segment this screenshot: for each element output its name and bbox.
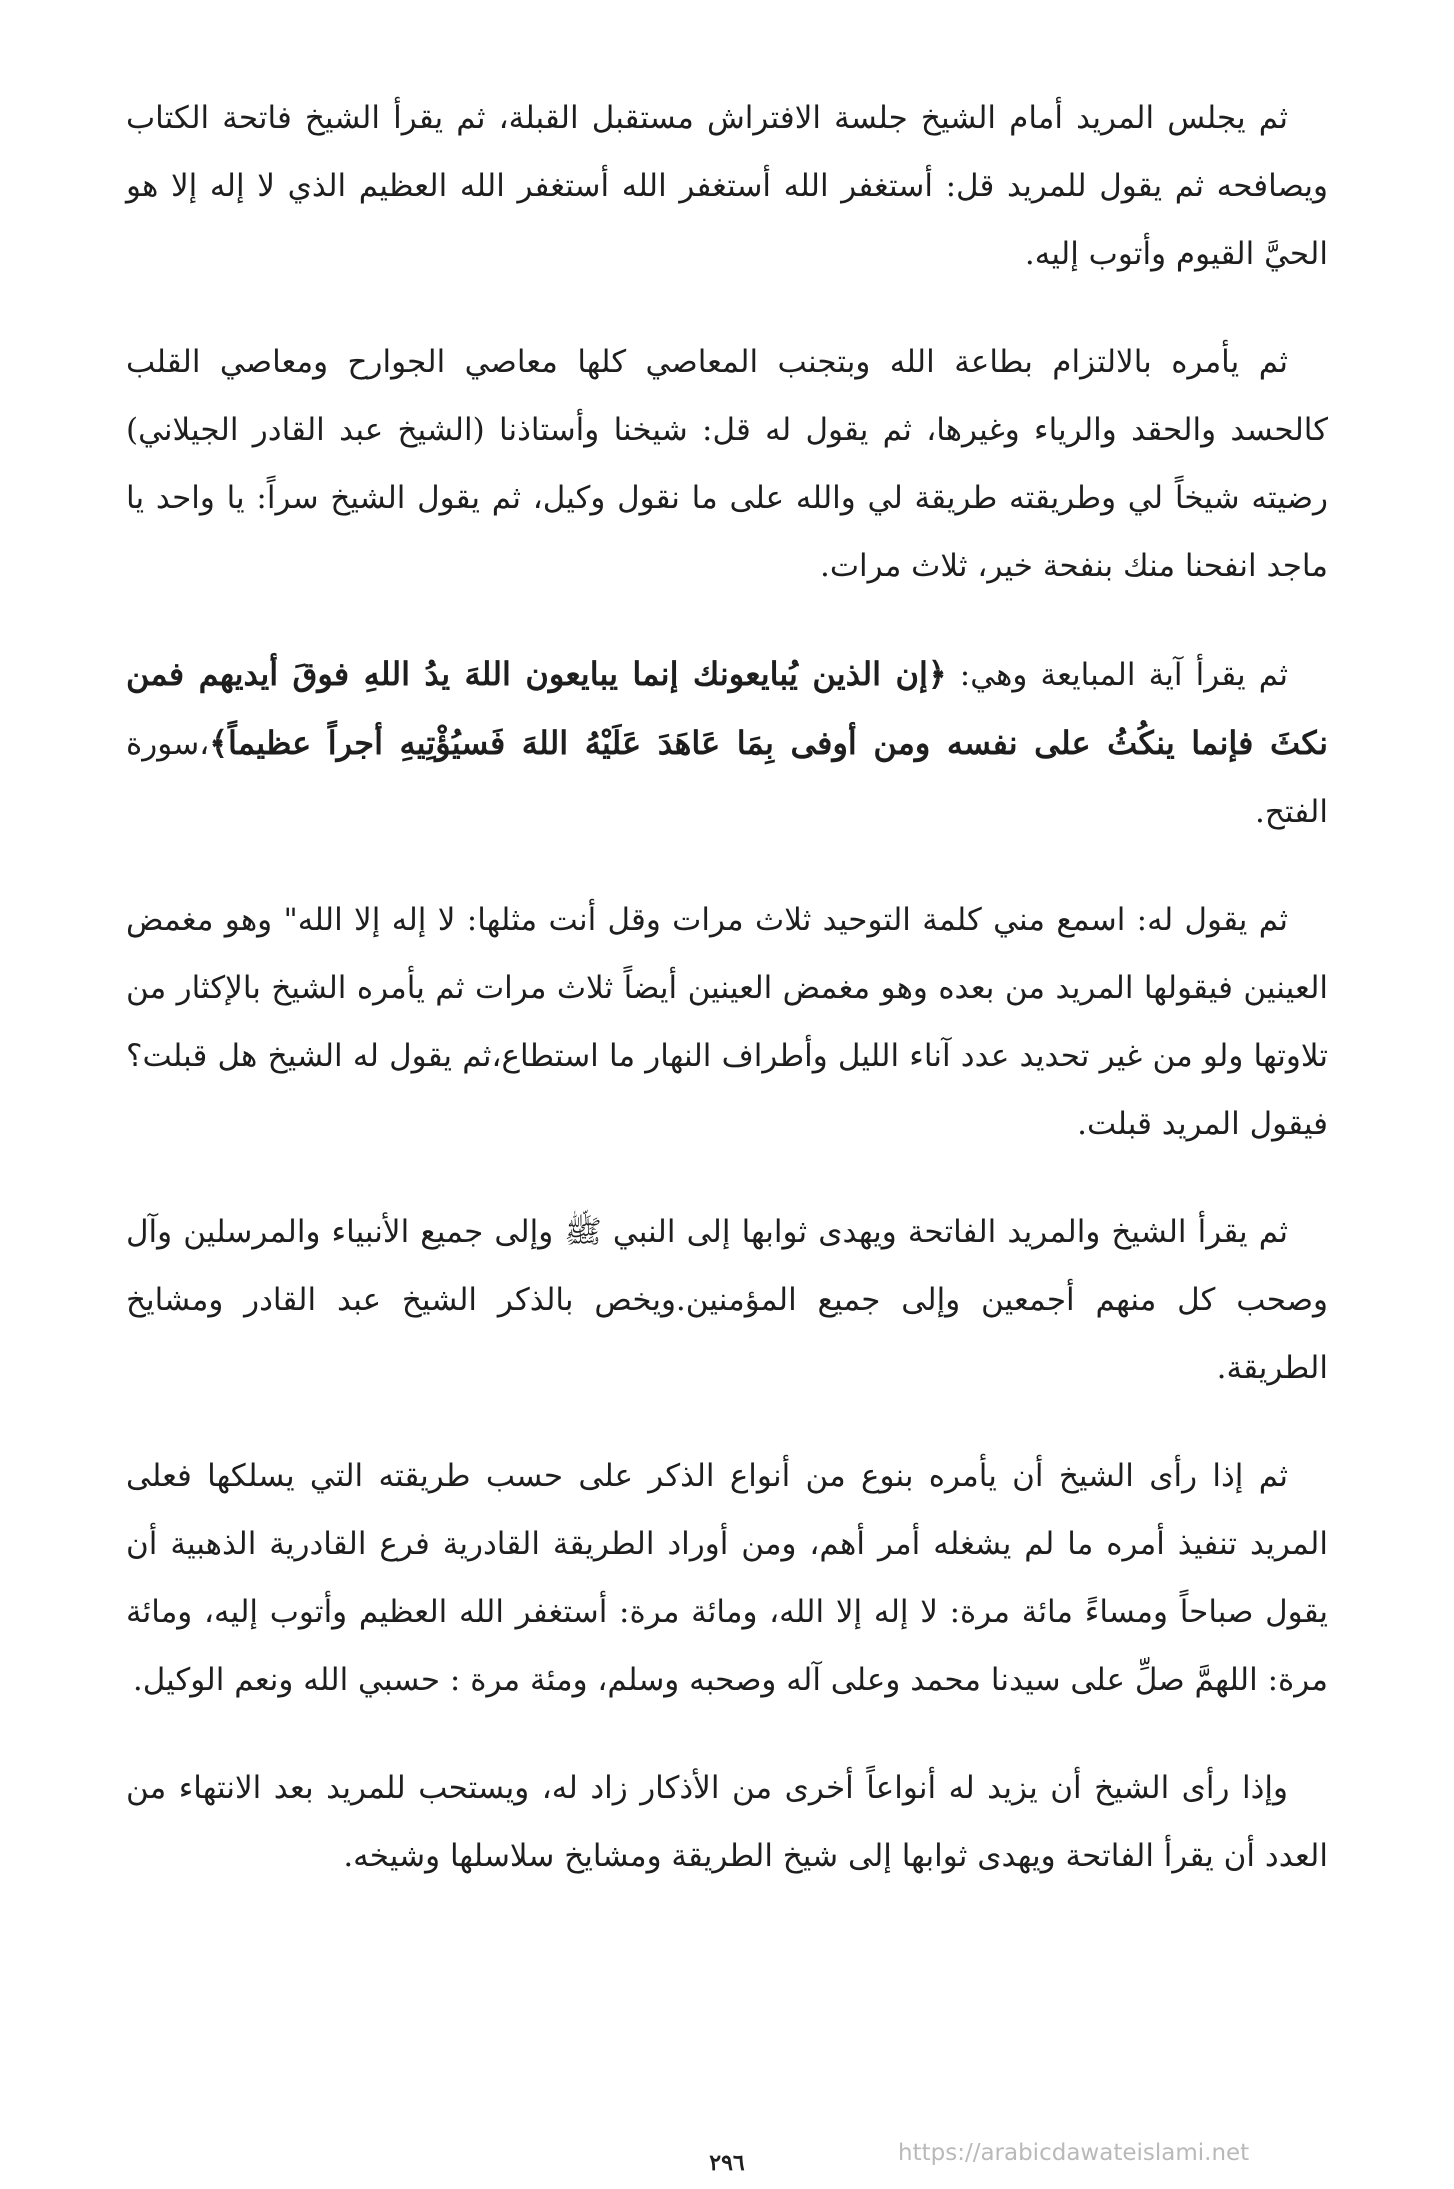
paragraph-1: ثم يجلس المريد أمام الشيخ جلسة الافتراش مستقبل القبلة، ثم يقرأ الشيخ فاتحة الكتاب ويصافحه ثم يقول للمريد قل: أستغفر الله أستغفر الله أستغفر الله العظيم الذي لا إله إلا هو الحيَّ القيوم وأتوب إليه. [126, 100, 1328, 272]
paragraph-6: ثم إذا رأى الشيخ أن يأمره بنوع من أنواع الذكر على حسب طريقته التي يسلكها فعلى المريد تنفيذ أمره ما لم يشغله أمر أهم، ومن أوراد الطريقة القادرية فرع القادرية الذهبية أن يقول صباحاً ومساءً مائة مرة: لا إله إلا الله، ومائة مرة: أستغفر الله العظيم وأتوب إليه، ومائة مرة: اللهمَّ صلِّ على سيدنا محمد وعلى آله وصحبه وسلم، ومئة مرة : حسبي الله ونعم الوكيل. [126, 1458, 1328, 1698]
watermark-url: https://arabicdawateislami.net [898, 2140, 1250, 2166]
paragraph-4: ثم يقول له: اسمع مني كلمة التوحيد ثلاث مرات وقل أنت مثلها: لا إله إلا الله" وهو مغمض العينين فيقولها المريد من بعده وهو مغمض العينين أيضاً ثلاث مرات ثم يأمره الشيخ بالإكثار من تلاوتها ولو من غير تحديد عدد آناء الليل وأطراف النهار ما استطاع،ثم يقول له الشيخ هل قبلت؟ فيقول المريد قبلت. [126, 902, 1328, 1142]
paragraph-3-verse [126, 640, 1328, 846]
verse-intro: ثم يقرأ آية المبايعة وهي: [946, 657, 1288, 693]
paragraph-5: ثم يقرأ الشيخ والمريد الفاتحة ويهدى ثوابها إلى النبي ﷺ وإلى جميع الأنبياء والمرسلين وآل وصحب كل منهم أجمعين وإلى جميع المؤمنين.ويخص بالذكر الشيخ عبد القادر ومشايخ الطريقة. [126, 1214, 1328, 1386]
verse-source: ،سورة الفتح. [126, 726, 1328, 830]
paragraph-2: ثم يأمره بالالتزام بطاعة الله وبتجنب المعاصي كلها معاصي الجوارح ومعاصي القلب كالحسد والحقد والرياء وغيرها، ثم يقول له قل: شيخنا وأستاذنا (الشيخ عبد القادر الجيلاني) رضيته شيخاً لي وطريقته طريقة لي والله على ما نقول وكيل، ثم يقول الشيخ سراً: يا واحد يا ماجد انفحنا منك بنفحة خير، ثلاث مرات. [126, 344, 1328, 584]
paragraph-7: وإذا رأى الشيخ أن يزيد له أنواعاً أخرى من الأذكار زاد له، ويستحب للمريد بعد الانتهاء من العدد أن يقرأ الفاتحة ويهدى ثوابها إلى شيخ الطريقة ومشايخ سلاسلها وشيخه. [126, 1770, 1328, 1874]
body-text [126, 84, 1328, 1890]
quran-verse: ﴿إن الذين يُبايعونك إنما يبايعون اللهَ يدُ اللهِ فوقَ أيديهم فمن نكثَ فإنما ينكُثُ على نفسه ومن أوفى بِمَا عَاهَدَ عَلَيْهُ اللهَ فَسيُؤْتِيهِ أجراً عظيماً﴾ [126, 655, 1329, 762]
page-number: ٢٩٦ [709, 2150, 745, 2176]
